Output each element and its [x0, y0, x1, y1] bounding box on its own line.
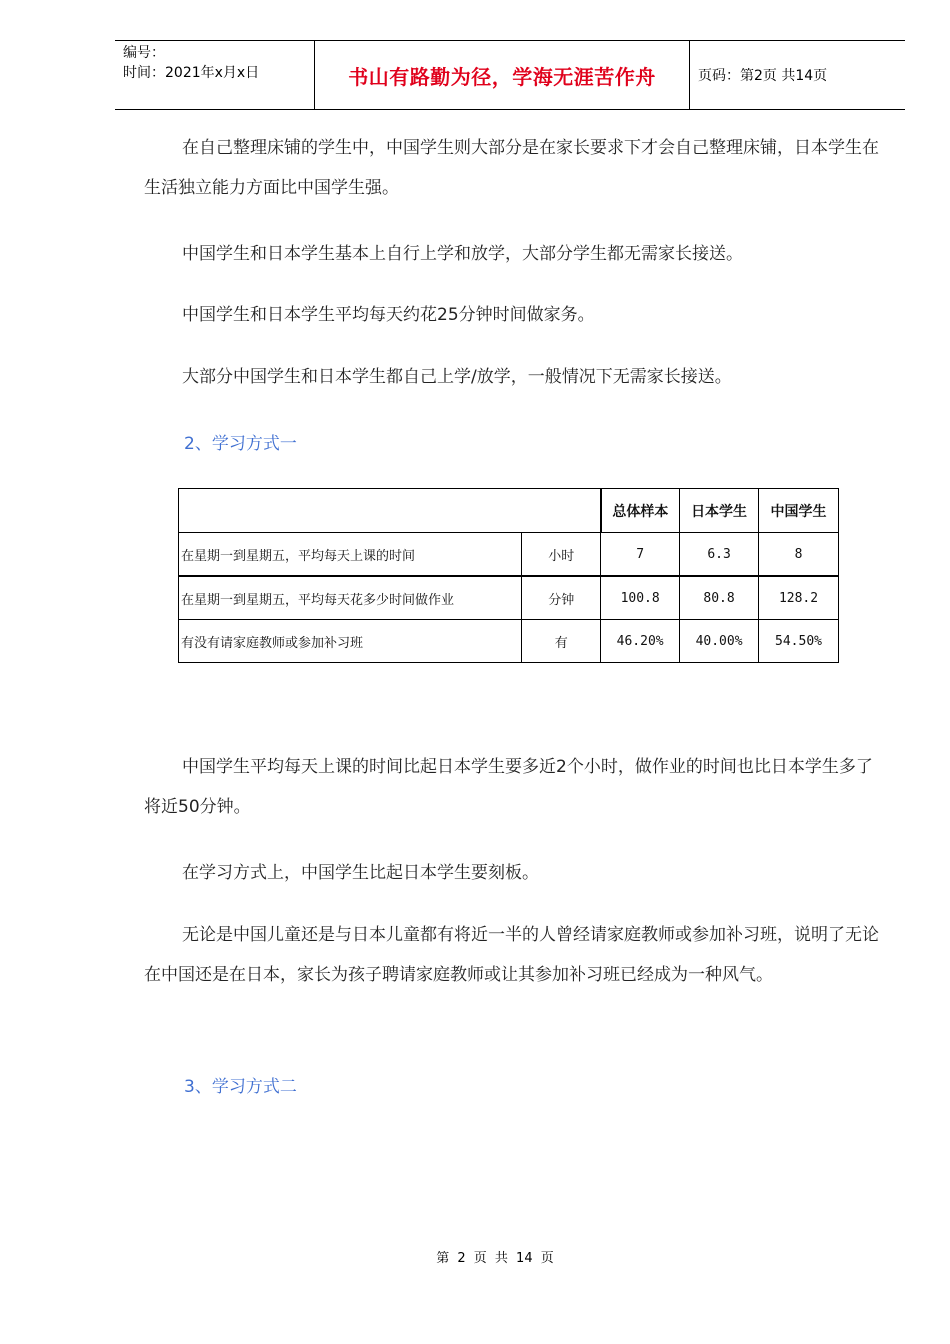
- section-heading-2: 2、学习方式一: [184, 434, 297, 454]
- paragraph-3: 中国学生和日本学生平均每天约花25分钟时间做家务。: [182, 305, 595, 325]
- paragraph-5: 中国学生平均每天上课的时间比起日本学生要多近2个小时，做作业的时间也比日本学生多了将近50分钟。: [144, 757, 873, 817]
- table-cell: 80.8: [680, 576, 759, 620]
- header-meta: [115, 41, 315, 109]
- paragraph-1: 在自己整理床铺的学生中，中国学生则大部分是在家长要求下才会自己整理床铺，日本学生在生活独立能力方面比中国学生强。: [144, 138, 879, 198]
- table-col-header: 日本学生: [680, 489, 759, 533]
- table-row: [179, 533, 839, 577]
- table-cell: 46.20%: [601, 620, 680, 663]
- page-header: [115, 40, 905, 110]
- table-cell: 6.3: [680, 533, 759, 577]
- header-time-label: 时间：2021年x月x日: [123, 65, 260, 81]
- table-header-blank: [179, 489, 601, 533]
- section-heading-3: 3、学习方式二: [184, 1077, 297, 1097]
- table-cell: 7: [601, 533, 680, 577]
- paragraph-6: 在学习方式上，中国学生比起日本学生要刻板。: [182, 863, 539, 883]
- table-col-header: 总体样本: [601, 489, 680, 533]
- table-cell: 54.50%: [759, 620, 839, 663]
- study-data-table: [178, 488, 839, 663]
- table-row-label: 有没有请家庭教师或参加补习班: [179, 620, 522, 663]
- header-motto: 书山有路勤为径，学海无涯苦作舟: [315, 41, 690, 109]
- paragraph-7: 无论是中国儿童还是与日本儿童都有将近一半的人曾经请家庭教师或参加补习班，说明了无论在中国还是在日本，家长为孩子聘请家庭教师或让其参加补习班已经成为一种风气。: [144, 925, 879, 985]
- table-row-unit: 小时: [522, 533, 601, 577]
- paragraph-2: 中国学生和日本学生基本上自行上学和放学，大部分学生都无需家长接送。: [182, 244, 743, 264]
- page-footer: 第 2 页 共 14 页: [436, 1251, 554, 1266]
- table-cell: 100.8: [601, 576, 680, 620]
- paragraph-4: 大部分中国学生和日本学生都自己上学/放学，一般情况下无需家长接送。: [182, 367, 732, 387]
- table-row-label: 在星期一到星期五，平均每天花多少时间做作业: [179, 576, 522, 620]
- table-row-unit: 有: [522, 620, 601, 663]
- header-number-label: 编号：: [123, 45, 165, 61]
- header-page-info: 页码：第2页 共14页: [698, 68, 828, 84]
- table-row-unit: 分钟: [522, 576, 601, 620]
- table-row-label: 在星期一到星期五，平均每天上课的时间: [179, 533, 522, 577]
- table-col-header: 中国学生: [759, 489, 839, 533]
- table-cell: 8: [759, 533, 839, 577]
- table-row: [179, 620, 839, 663]
- table-header-row: [179, 489, 839, 533]
- table-cell: 40.00%: [680, 620, 759, 663]
- table-cell: 128.2: [759, 576, 839, 620]
- table-row: [179, 576, 839, 620]
